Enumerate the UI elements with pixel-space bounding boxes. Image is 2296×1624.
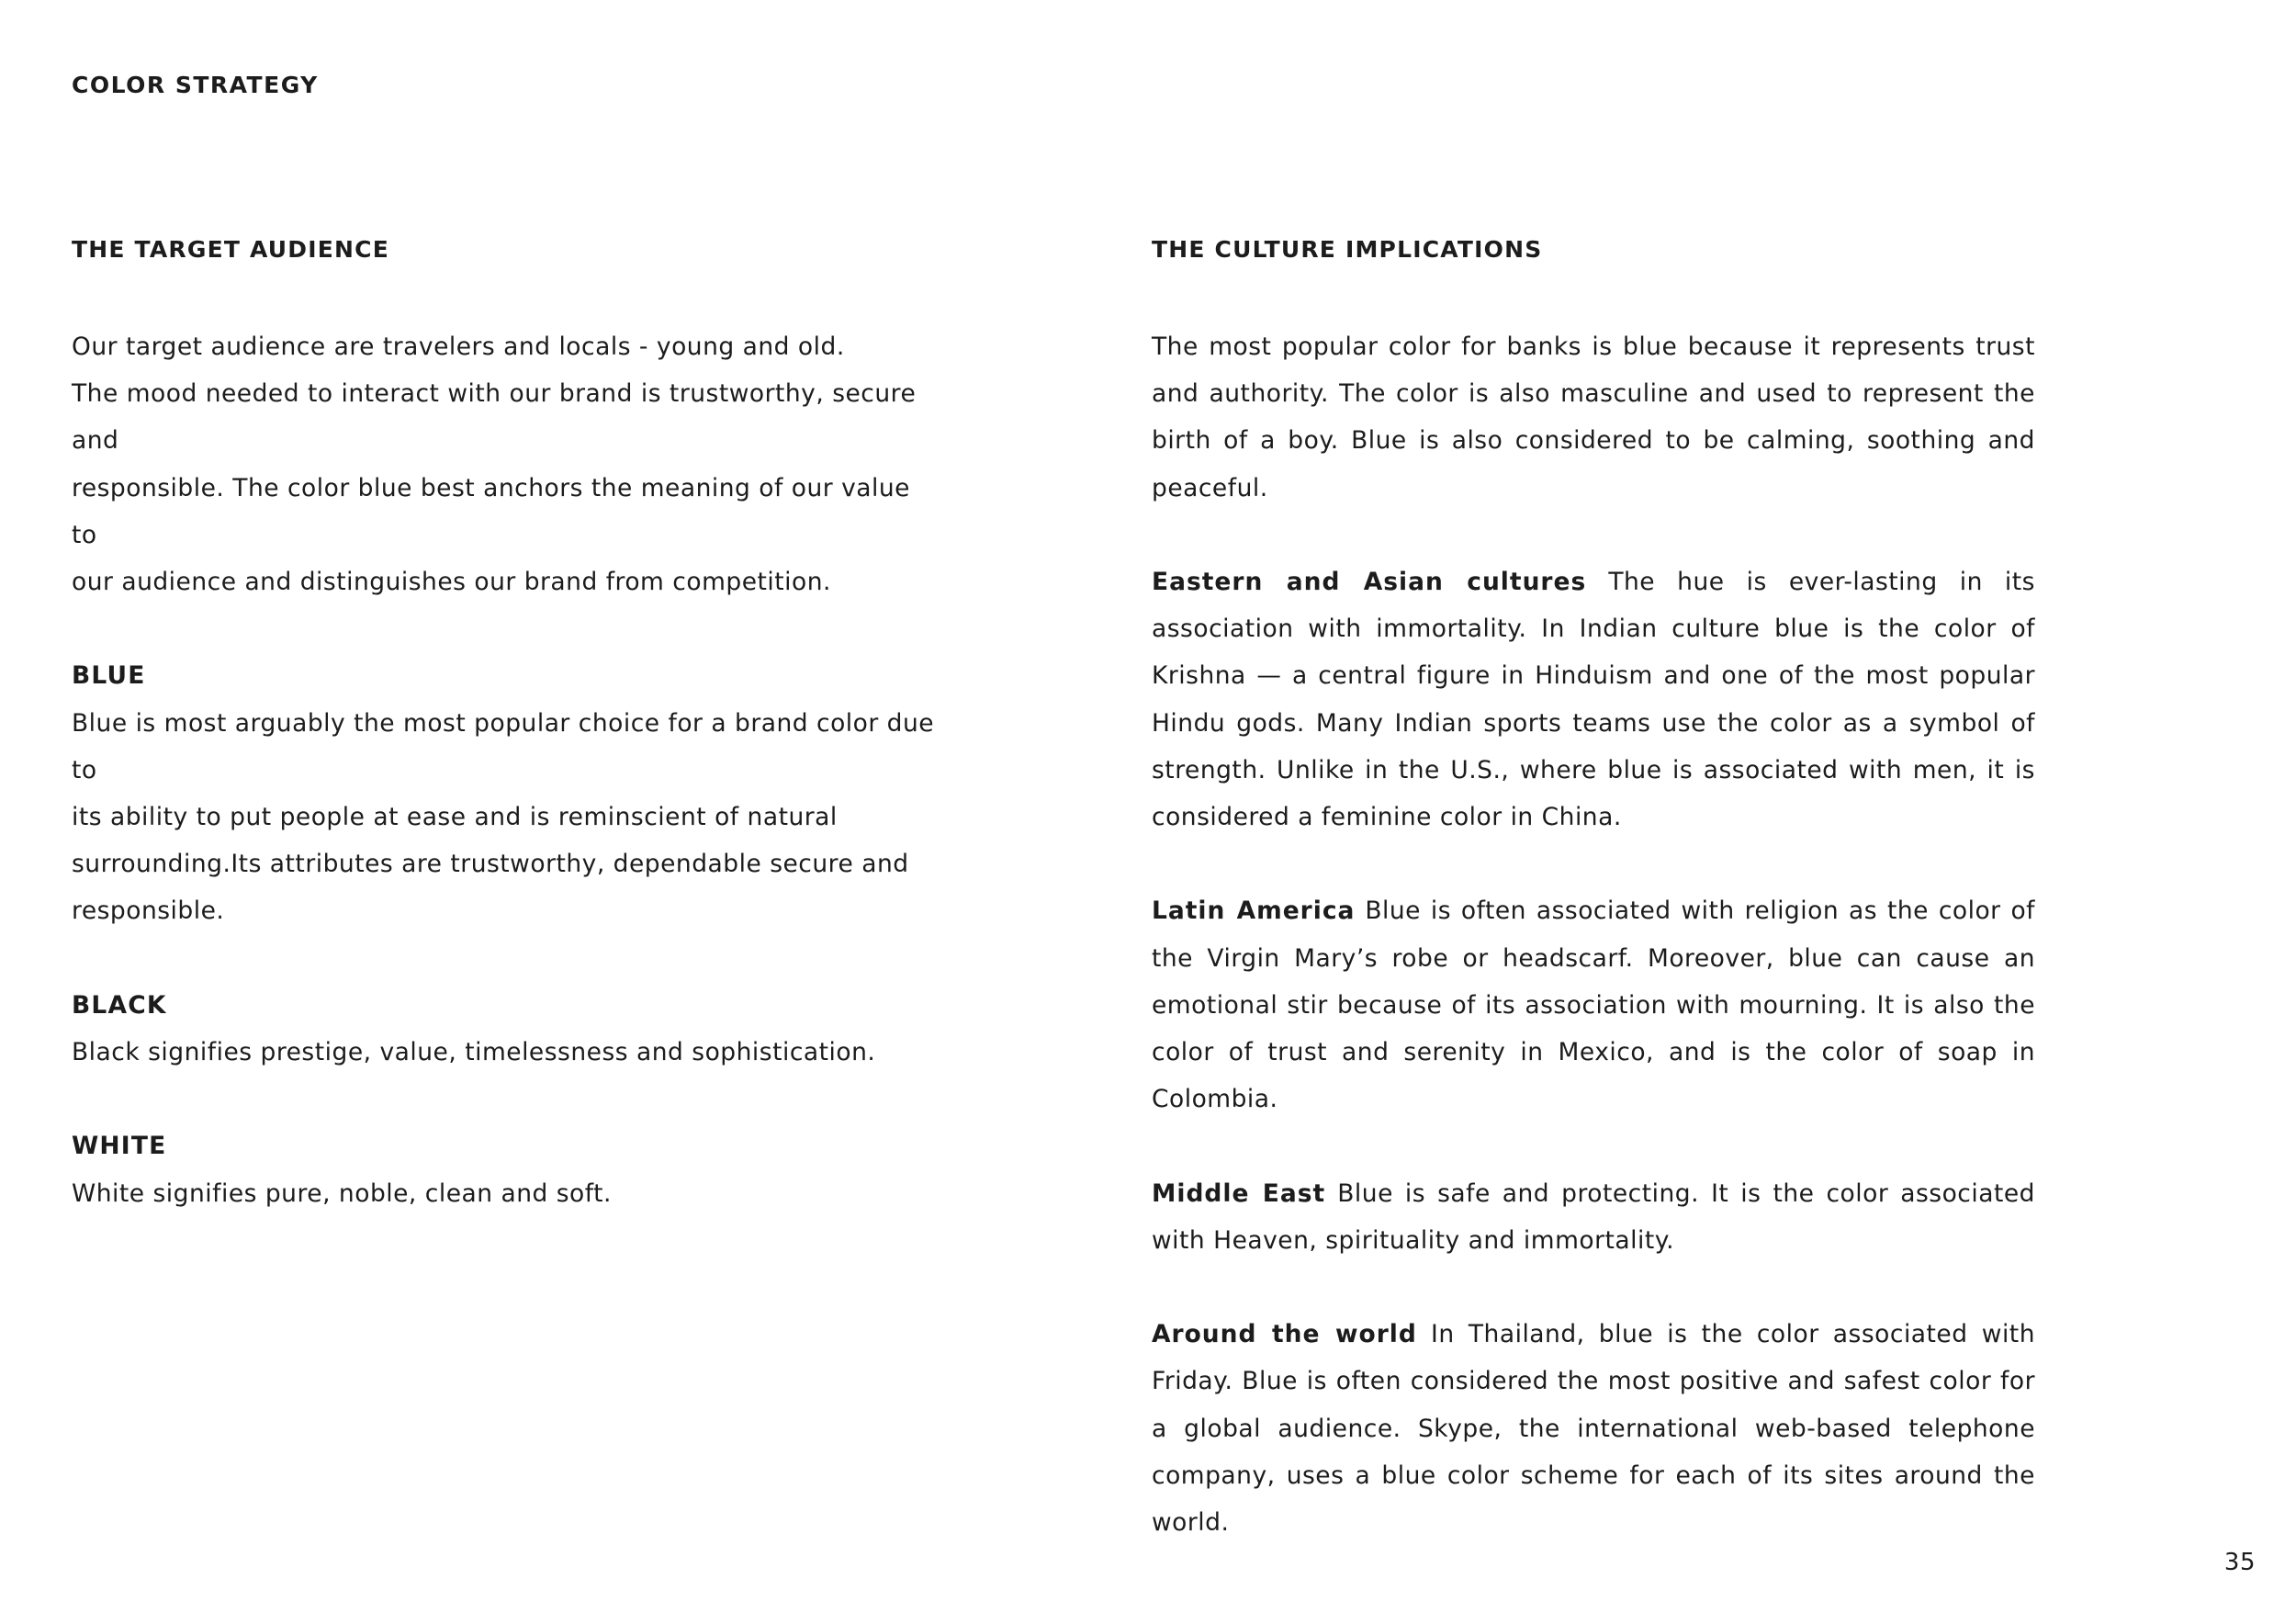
region-name: Latin America [1152,897,1356,926]
color-white [72,1122,935,1216]
section-title: THE CULTURE IMPLICATIONS [1152,236,1543,263]
region-middle-east [1152,1170,2035,1264]
region-latin-america [1152,887,2035,1122]
description-line: its ability to put people at ease and is reminscient of natural [72,803,838,832]
region-eastern-asian [1152,558,2035,840]
color-black [72,982,935,1076]
region-text: In Thailand, blue is the color associated with Friday. Blue is often considered the most positive and safest color for a global audience. Skype, the international web-based telephone company, uses a blue color scheme for each of its sites around the world. [1152,1320,2035,1538]
description-line: surrounding.Its attributes are trustworthy, dependable secure and [72,850,909,879]
region-text: Blue is safe and protecting. It is the color associated with Heaven, spirituality and immortality. [1152,1179,2035,1255]
region-name: Middle East [1152,1179,1326,1208]
culture-intro: The most popular color for banks is blue because it represents trust and authority. The color is also masculine and used to represent the birth of a boy. Blue is also considered to be calming, soothing and peaceful. [1152,333,2035,502]
region-text: The hue is ever-lasting in its association with immortality. In Indian culture blue is the color of Krishna — a central figure in Hinduism and one of the most popular Hindu gods. Many Indian sports teams use the color as a symbol of strength. Unlike in the U.S., where blue is associated with men, it is considered a feminine color in China. [1152,568,2035,832]
color-name: WHITE [72,1132,167,1161]
culture-implications-section [1152,231,2035,1593]
region-name: Around the world [1152,1320,1417,1349]
description-line: White signifies pure, noble, clean and soft. [72,1179,612,1208]
audience-line: The mood needed to interact with our brand is trustworthy, secure and [72,379,917,456]
audience-line: Our target audience are travelers and locals - young and old. [72,333,845,361]
color-description [72,700,935,935]
page-number: 35 [2223,1549,2256,1576]
description-line: Black signifies prestige, value, timelessness and sophistication. [72,1038,876,1067]
section-title: THE TARGET AUDIENCE [72,236,389,263]
color-name: BLACK [72,990,167,1020]
description-line: responsible. [72,897,225,926]
color-name: BLUE [72,661,146,691]
audience-paragraph [72,323,935,605]
audience-line: our audience and distinguishes our brand from competition. [72,568,831,597]
color-blue [72,652,935,934]
color-description [72,1170,935,1217]
target-audience-section [72,231,935,1264]
page-title: COLOR STRATEGY [72,72,319,98]
region-name: Eastern and Asian cultures [1152,568,1587,596]
region-around-the-world [1152,1311,2035,1546]
description-line: Blue is most arguably the most popular choice for a brand color due to [72,708,935,784]
region-text: Blue is often associated with religion as the color of the Virgin Mary’s robe or headscarf. Moreover, blue can cause an emotional stir because of its association with mourning. It is also the color of trust and serenity in Mexico, and is the color of soap in Colombia. [1152,897,2035,1114]
audience-line: responsible. The color blue best anchors the meaning of our value to [72,473,910,549]
color-description [72,1029,935,1076]
